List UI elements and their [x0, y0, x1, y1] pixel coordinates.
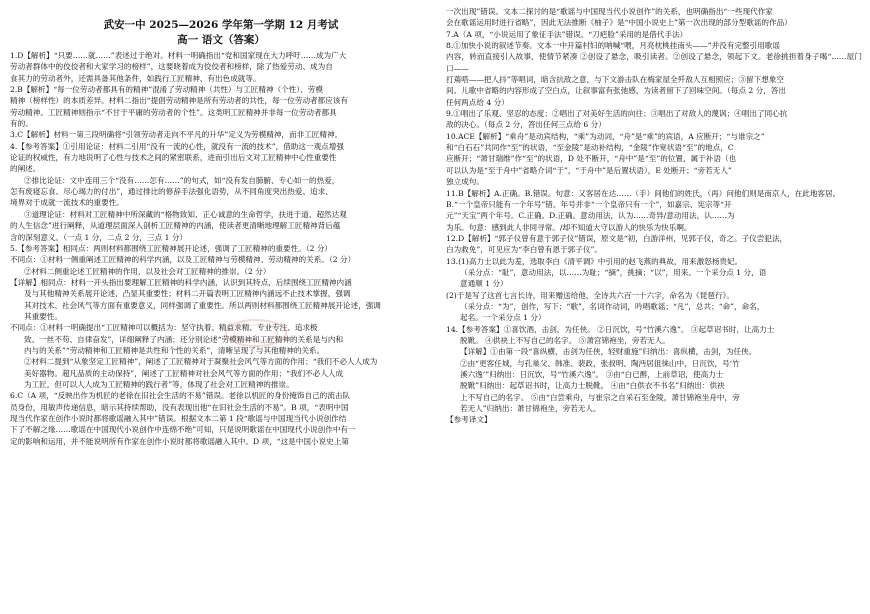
left-line: 论证的权威性，有力地说明了心性与技术之间的紧密联系，进而引出后文对工匠精神中心性重要性 [10, 153, 337, 163]
right-line: 会在歌谣运用时进行省略”，因此无法推断《柚子》是“中国小说史上”第一次出现的部分型歌谣的作品） [446, 18, 792, 28]
right-line: 上不写自己的名字。 ⑤由“白尝乘舟，与崔宗之自采石至金陵，萧甘锦袍坐舟中，旁 [460, 392, 740, 402]
left-line: 不同点：①材料一侧重阐述工匠精神的科学内涵，以及工匠精神与劳模精神、劳动精神的关系。（2 分） [10, 255, 356, 265]
right-line: 12.D【解析】“郭子仪曾有意于郭子仪”错误，原文是“初，白游洋州，见郭子仪，奇之。子仪尝犯法， [446, 233, 788, 243]
right-line: 7.A（A 项，“小说运用了象征手法”错误。“刀疤脸”采用的是借代手法） [446, 29, 688, 39]
left-line: ②材料二提到“从象坚定工匠精神”，阐述了工匠精神对于凝聚社会风气等方面的作用；“我们不必人人成为 [24, 357, 378, 367]
left-line: 2.B【解析】“每一位劳动者都具有的精神”混淆了劳动精神（共性）与工匠精神（个性）、劳模 [10, 85, 323, 95]
left-line: 1.D【解析】“只要……就……”表述过于绝对。材料一明确指出“党和国家现在大力呼吁……成为广大 [10, 51, 347, 60]
left-line: 3.C【解析】材料一第三段明确将“引领劳动者走向不平凡的升华”定义为劳模精神，而非工匠精神。 [10, 130, 343, 140]
right-line: 14.【参考答案】①喜饮酒，击剑，为任侠。 ②日沉饮，号“竹溪六逸”。 ③起草诏书时，让高力士 [446, 324, 775, 334]
left-line: 劳动精神。工匠精神则指示“不甘于平庸的劳动者的个性”。这类明工匠精神并非每一位劳动者都具 [10, 107, 337, 117]
right-line: 13.(1)高力士以此为羞，选取李白《清平调》中引用的赵飞燕的典故，用来激怒杨贵妃。 [446, 256, 743, 266]
right-line: 打蔫嗒——把人抖”等唱词，暗含抗敌之意，与下文游击队在梅家屋全歼敌人互相照应；③留下想象空 [446, 75, 785, 85]
right-line: 任何两点给 4 分） [446, 97, 509, 107]
right-line: 9.①唱出了乐观、坚忍的态度；②唱出了对美好生活的向往；③唱出了对敌人的蔑讽；④唱出了同心抗 [446, 109, 788, 119]
left-line: 6.C（A 项，“反映出作为机匠的老徐在旧社会生活的不易”错误。老徐以机匠的身份掩饰自己的流击队 [10, 391, 351, 401]
exam-title: 武安一中 2025—2026 学年第一学期 12 月考试 [103, 19, 339, 31]
right-line: 若无人”归纳出：萧甘锦袍坐，旁若无人。 [460, 404, 601, 414]
left-line: 精神（榜样性）的本质差异。材料二指出“提倡劳动精神是所有劳动者的共性，每一位劳动者都应该有 [10, 96, 349, 106]
right-line: ②由“更客任城，与孔巢父、韩准、裴政、张叔明、陶沔居徂徕山中，日沉饮，号‘竹 [460, 358, 740, 368]
left-line: 【详解】相同点：材料一开头指出要理解工匠精神的科学内涵，认识到其特点，后续围绕工匠精神内涵 [10, 277, 352, 287]
right-line: B.“一个皇帝只能有一个年号”错。年号并非“一个皇帝只有一个”，如嘉宗、宪宗等“开 [446, 199, 732, 209]
right-line: 间。儿歌中省略的内容形成了空白点，让叙事富有张弛感，为读者留下了回味空间。（每点 2 分，答出 [446, 86, 786, 96]
answer-column-left [10, 6, 432, 447]
right-line: 为乐。句意：感到此人非同寻常。/却不知道大守以游人的快乐为快乐啊。 [446, 222, 692, 232]
right-line: 可以认为是“至于舟中”省略介词“于”，“于舟中”是后置状语），E 处断开；“旁若无人” [446, 165, 732, 175]
left-line: 美好器物。超凡品质的主动保持”，阐述了工匠精神对社会风气等方面的作用；“我们不必人人成 [24, 368, 344, 378]
right-line: 脱靴。 ④供袂上不写自己的名字。 ⑤萧宫锦袍坐，旁若无人。 [460, 335, 670, 345]
right-line: (2)于是写了这首七言长诗，用来赠送给他，全诗共六百一十六字，命名为《琵琶行》。 [446, 290, 734, 300]
left-line: ③道理论证：材料对工匠精神中所深藏的“格物致知、正心诚意的生命哲学，扶进于道、超然达观 [24, 209, 347, 219]
left-line: ②排比论证：文中连用三个“没有……怎有……”的句式，如“没有发自肺腑、专心如一的热爱， [24, 175, 340, 185]
left-line: 食其力的劳动者外，还需具备其他条件，如践行工匠精神、有出色成就等。 [10, 73, 261, 83]
left-line: ②材料二侧重论述工匠精神的作用，以及社会对工匠精神的推崇。（2 分） [24, 266, 271, 276]
left-line: 境界对于成就一流技术的重要性。 [10, 198, 124, 208]
answer-column-right [446, 6, 862, 426]
left-line: 致、一丝不苟、自律奋发”，详细阐释了内涵；还分别论述“劳模精神和工匠精神的关系是与内和 [24, 334, 344, 344]
right-line: 和“白石石”共同作“至”的状语，“至金陵”是动补结构，“金陵”作宽状语“至”的地点，C [446, 143, 734, 153]
seal-stamp-icon [224, 318, 288, 348]
right-line: 敌的决心。（每点 2 分，答出任何三点给 6 分） [446, 120, 606, 130]
left-line: 下了不解之缘……歌谣在中国现代小说创作中连绵不绝”可知，只是说明歌谣在中国现代小说创作中有一 [10, 425, 356, 435]
left-line: 5.【参考答案】相同点：两则材料都围绕工匠精神展开论述，强调了工匠精神的重要性。（2 分） [10, 243, 333, 253]
right-line: 意通顺 1 分） [460, 279, 508, 289]
right-line: 起名。一个采分点 1 分） [460, 313, 546, 323]
right-line: 内容，转而直接引入故事，使情节紧凑 ②创设了悬念，吸引读者。②创设了悬念，领起下文。老徐挑担着身子喝“……屋门口—— [446, 52, 862, 73]
right-line: 【详解】①由第一段“喜纵横，击剑为任侠，轻财重施”归纳出：喜纵横，击剑，为任侠。 [460, 347, 757, 357]
right-line: 【参考译文】 [446, 415, 492, 425]
right-line: 11.B【解析】A.正确。B.错误。句意：又客居在达……（手）间他们的姓氏，（再）问他们则是南京人，在此地客居。 [446, 188, 841, 198]
right-line: 应断开；“萧甘瑞维”作“至”的状语，D 处不断开，“舟中”是“至”的位置，属于补语（也 [446, 154, 737, 164]
left-text-block [10, 50, 432, 447]
right-line: （采分点：“为”，创作，写下；“歌”，名词作动词，吟唱歌谣；“凡”，总共；“命”，命名， [460, 301, 765, 311]
right-line: 独立成句。 [446, 177, 484, 187]
left-line: 员身份，用敏声传递信息，暗示其持续帮助，没有表现出他“在旧社会生活的不易”。B 项，“表明中国 [10, 402, 349, 412]
left-line: 其重要性。 [24, 311, 62, 321]
left-line: 为工匠，但可以人人成为工匠精神的践行者”等，体现了社会对工匠精神的推崇。 [24, 379, 294, 389]
left-line: 定的影响和运用，并不能说明所有作家在创作小说时都将歌谣融入其中。D 项，“这是中国小说史上第 [10, 436, 349, 446]
right-line: 溪六逸’”归纳出：日沉饮，号“竹溪六逸”。 ③由“白已醉，上前草诏，使高力士 [460, 370, 724, 379]
left-line: 含的深刻意义。（一点 1 分，二点 2 分，三点 1 分） [10, 232, 188, 242]
right-line: （采分点：“耻”，意动用法，以……为耻；“摘”，挑摘；“以”，用来。一个采分点 1 分，语 [460, 267, 767, 277]
right-line: 白为救免”，可见应为“李白曾有恩于郭子仪”。 [446, 245, 602, 255]
right-line: 脱靴”归纳出：起草诏书时，让高力士脱靴。 ④由“白供衣不书名”归纳出：供袂 [460, 381, 725, 391]
left-line: 现当代作家在创作小说时都将歌谣融入其中”错误。根据文本二第 1 段“歌谣与中国现当代小说创作结 [10, 414, 347, 423]
right-line: 10.ACE【解析】“乘舟”是动宾结构，“乘”为动词，“舟”是“乘”的宾语，A 应断开；“与谁宗之” [446, 131, 765, 141]
left-line: 怎有废寝忘食、尽心竭力的付出”，通过排比的修辞手法强化语势，从不同角度突出热爱、追求、 [10, 187, 333, 197]
right-line: 8.①加快小说的叙述节奏。文本一中开篇村妇的呐喊“喂，月亮枕桃挂南头——”并没有完整引用歌谣 [446, 41, 780, 51]
left-line: 有的。 [10, 119, 33, 129]
right-text-block [446, 6, 862, 426]
right-line: 一次出现”错误。文本二探讨的是“歌谣与中国现当代小说创作”的关系，也明确指出“一些现代作家 [446, 7, 773, 16]
left-line: 内与的关系”“劳动精神和工匠精神是共性和个性的关系”，清晰呈现了与其他精神的关系。 [24, 345, 325, 355]
left-line: 4.【参考答案】①引用论证：材料二引用“没有一流的心性，就没有一流的技术”，借助这一观点增强 [10, 141, 344, 151]
left-line: 劳动者群体中的佼佼者和大家学习的榜样”，这要晓着成为佼佼者和榜样，除了热爱劳动、成为自 [10, 62, 333, 72]
right-line: 元”“天宝”两个年号。C.正确。D.正确。意动用法，认为……奇异/意动用法，认……为 [446, 211, 735, 221]
left-line: 的人生信念”进行阐释，从道理层面深入剖析工匠精神的内涵，使读者更清晰地理解工匠精神背后蕴 [10, 221, 341, 231]
exam-subtitle: 高一 语文（答案） [177, 34, 265, 46]
left-line: 及与其他精神关系展开论述，凸显其重要性；材料二开篇表明工匠精神内涵远不止技术掌握，强调 [24, 289, 351, 299]
left-line: 其对技术、社会风气等方面有重要意义，同样强调了重要性。所以两则材料都围绕工匠精神展开论述，强调 [24, 300, 381, 310]
left-line: 的阐述。 [10, 164, 41, 174]
left-line: 不同点：①材料一明确提出“工匠精神可以概括为：坚守执着、精益求精、专业专注、追求极 [10, 323, 318, 333]
